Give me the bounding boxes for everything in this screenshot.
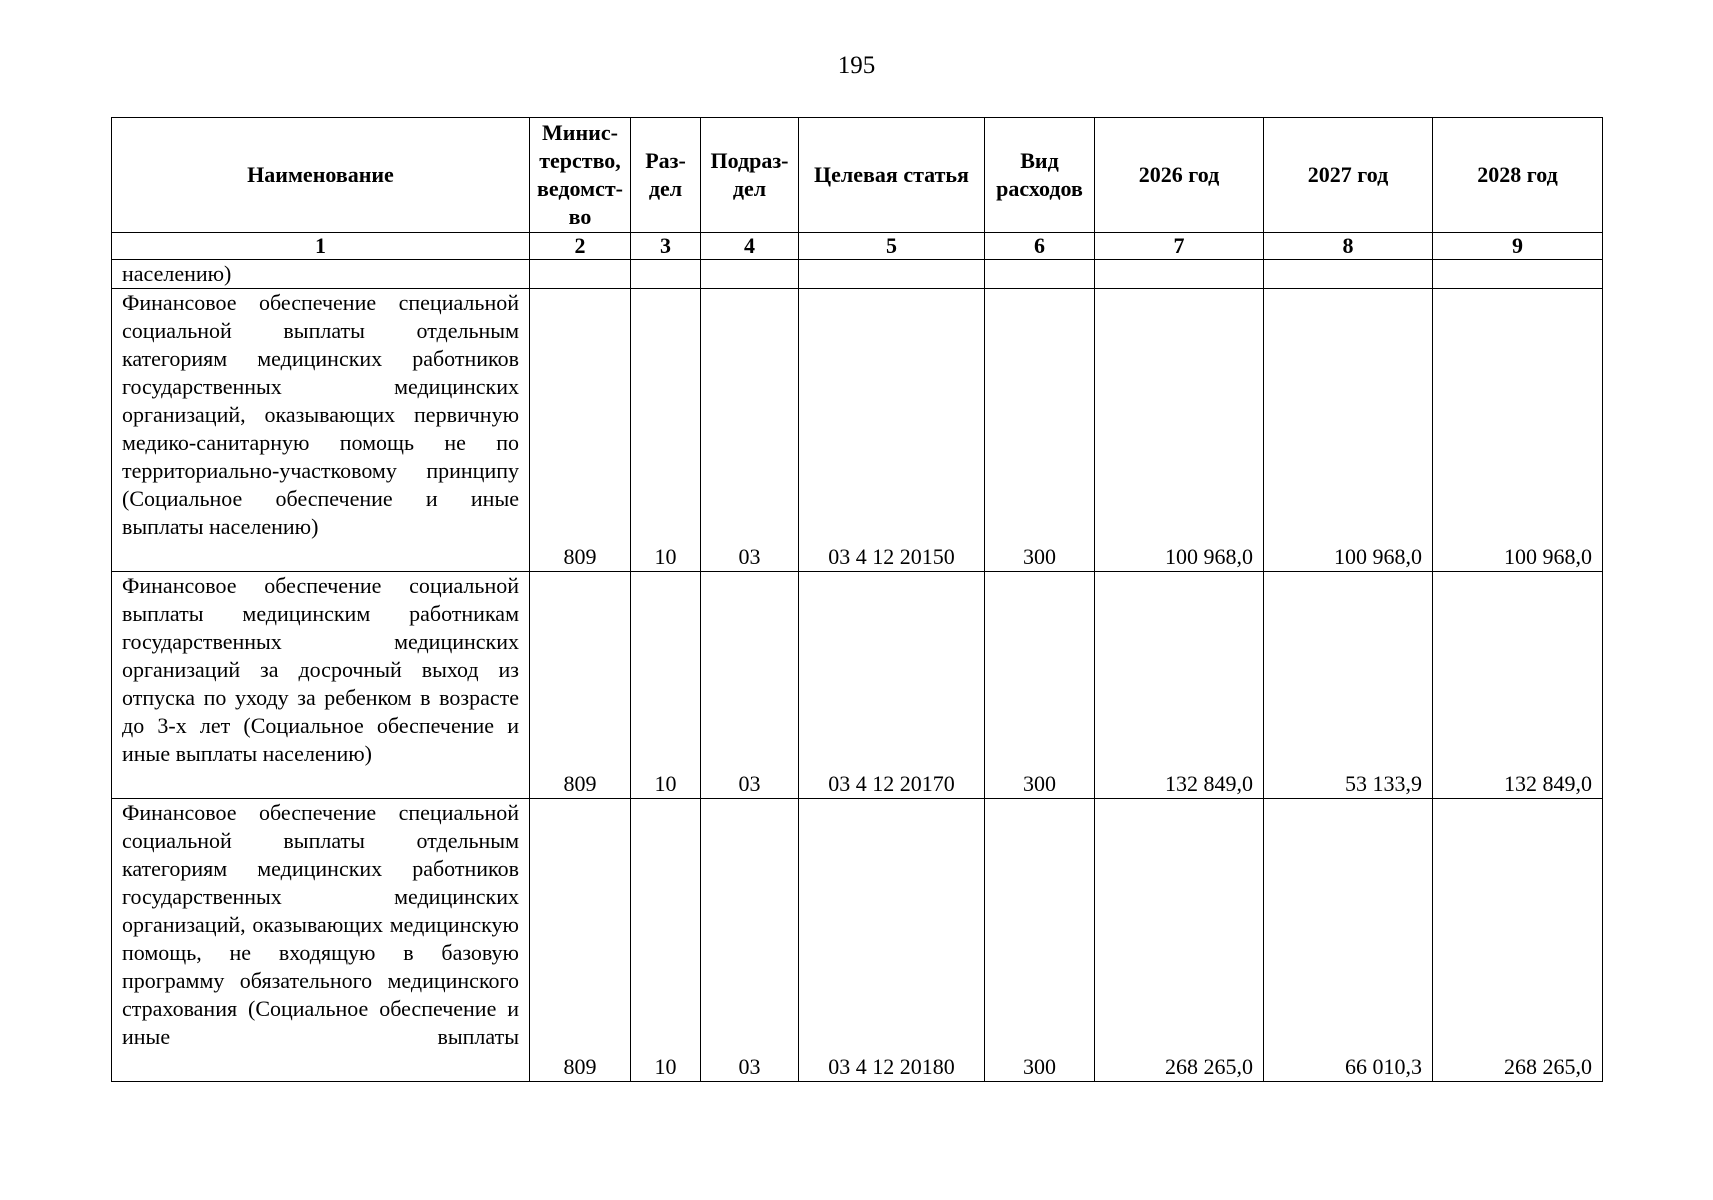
column-number: 4 bbox=[701, 233, 799, 260]
row-section bbox=[631, 260, 701, 289]
row-subsection: 03 bbox=[701, 572, 799, 799]
row-target: 03 4 12 20170 bbox=[799, 572, 985, 799]
column-number: 1 bbox=[112, 233, 530, 260]
row-expense-type: 300 bbox=[985, 572, 1095, 799]
header-section: Раз-дел bbox=[631, 118, 701, 233]
row-section: 10 bbox=[631, 289, 701, 572]
header-name: Наименование bbox=[112, 118, 530, 233]
table-row bbox=[112, 289, 1603, 572]
row-expense-type: 300 bbox=[985, 289, 1095, 572]
header-2028: 2028 год bbox=[1433, 118, 1603, 233]
budget-table bbox=[111, 117, 1603, 1082]
row-2026 bbox=[1095, 260, 1264, 289]
row-target: 03 4 12 20150 bbox=[799, 289, 985, 572]
row-name: населению) bbox=[112, 260, 530, 289]
row-2028: 268 265,0 bbox=[1433, 799, 1603, 1082]
row-2028: 132 849,0 bbox=[1433, 572, 1603, 799]
row-ministry: 809 bbox=[530, 289, 631, 572]
row-2026: 268 265,0 bbox=[1095, 799, 1264, 1082]
column-number: 3 bbox=[631, 233, 701, 260]
column-number: 8 bbox=[1264, 233, 1433, 260]
row-2027 bbox=[1264, 260, 1433, 289]
row-subsection: 03 bbox=[701, 799, 799, 1082]
column-number: 7 bbox=[1095, 233, 1264, 260]
row-name: Финансовое обеспечение специальной социальной выплаты отдельным категориям медицинских работников государственных медицинских организаций, оказывающих первичную медико-санитарную помощь не по территориально-участковому принципу (Социальное обеспечение и иные выплаты населению) bbox=[112, 289, 530, 572]
header-2026: 2026 год bbox=[1095, 118, 1264, 233]
header-subsection: Подраз-дел bbox=[701, 118, 799, 233]
row-name: Финансовое обеспечение социальной выплаты медицинским работникам государственных медицинских организаций за досрочный выход из отпуска по уходу за ребенком в возрасте до 3-х лет (Социальное обеспечение и иные выплаты населению) bbox=[112, 572, 530, 799]
header-row bbox=[112, 118, 1603, 233]
row-2028: 100 968,0 bbox=[1433, 289, 1603, 572]
column-number: 2 bbox=[530, 233, 631, 260]
row-2027: 66 010,3 bbox=[1264, 799, 1433, 1082]
row-2027: 53 133,9 bbox=[1264, 572, 1433, 799]
row-2026: 132 849,0 bbox=[1095, 572, 1264, 799]
row-2026: 100 968,0 bbox=[1095, 289, 1264, 572]
header-expense-type: Вид расходов bbox=[985, 118, 1095, 233]
row-subsection bbox=[701, 260, 799, 289]
table-row bbox=[112, 572, 1603, 799]
row-ministry: 809 bbox=[530, 572, 631, 799]
row-section: 10 bbox=[631, 799, 701, 1082]
row-target: 03 4 12 20180 bbox=[799, 799, 985, 1082]
row-name: Финансовое обеспечение специальной социальной выплаты отдельным категориям медицинских работников государственных медицинских организаций, оказывающих медицинскую помощь, не входящую в базовую программу обязательного медицинского страхования (Социальное обеспечение и иные выплаты bbox=[112, 799, 530, 1082]
row-2027: 100 968,0 bbox=[1264, 289, 1433, 572]
row-section: 10 bbox=[631, 572, 701, 799]
header-ministry: Минис-терство, ведомст-во bbox=[530, 118, 631, 233]
table-row bbox=[112, 260, 1603, 289]
header-2027: 2027 год bbox=[1264, 118, 1433, 233]
row-ministry bbox=[530, 260, 631, 289]
column-number-row bbox=[112, 233, 1603, 260]
header-target: Целевая статья bbox=[799, 118, 985, 233]
row-expense-type bbox=[985, 260, 1095, 289]
column-number: 6 bbox=[985, 233, 1095, 260]
row-expense-type: 300 bbox=[985, 799, 1095, 1082]
column-number: 5 bbox=[799, 233, 985, 260]
page-number: 195 bbox=[837, 52, 876, 79]
row-target bbox=[799, 260, 985, 289]
table-row bbox=[112, 799, 1603, 1082]
row-subsection: 03 bbox=[701, 289, 799, 572]
column-number: 9 bbox=[1433, 233, 1603, 260]
row-ministry: 809 bbox=[530, 799, 631, 1082]
row-2028 bbox=[1433, 260, 1603, 289]
